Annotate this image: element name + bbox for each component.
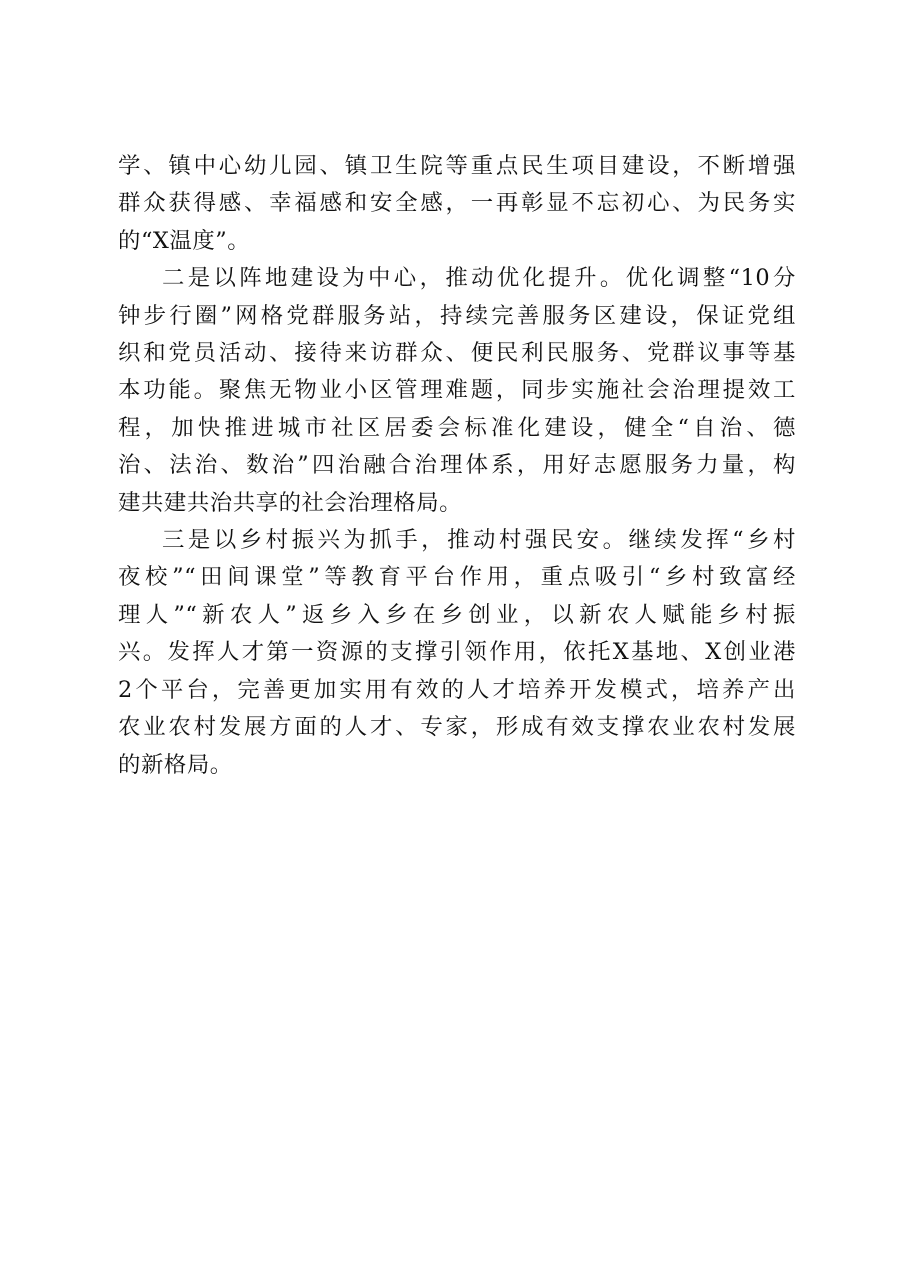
text-line: 夜校”“田间课堂”等教育平台作用，重点吸引“乡村致富经 [118, 564, 796, 591]
text-line: 学、镇中心幼儿园、镇卫生院等重点民生项目建设，不断增强 [118, 153, 796, 179]
text-line: 理人”“新农人”返乡入乡在乡创业，以新农人赋能乡村振 [118, 601, 796, 628]
text-line: 程，加快推进城市社区居委会标准化建设，健全“自治、德 [118, 414, 796, 441]
text-line: 治、法治、数治”四治融合治理体系，用好志愿服务力量，构 [118, 452, 796, 479]
text-line: 群众获得感、幸福感和安全感，一再彰显不忘初心、为民务实 [118, 190, 796, 217]
paragraph-continuation [118, 148, 796, 260]
text-line: 织和党员活动、接待来访群众、便民利民服务、党群议事等基 [118, 340, 796, 367]
paragraph-point-three [118, 522, 796, 784]
text-line: 本功能。聚焦无物业小区管理难题，同步实施社会治理提效工 [118, 377, 796, 404]
text-line: 三是以乡村振兴为抓手，推动村强民安。继续发挥“乡村 [162, 527, 796, 554]
text-line: 农业农村发展方面的人才、专家，形成有效支撑农业农村发展 [118, 714, 796, 741]
text-line: 的“X温度”。 [118, 227, 251, 254]
paragraph-point-two [118, 260, 796, 522]
text-line: 二是以阵地建设为中心，推动优化提升。优化调整“10分 [162, 265, 796, 292]
text-line: 的新格局。 [118, 751, 233, 778]
text-line: 建共建共治共享的社会治理格局。 [118, 489, 463, 516]
text-line: 兴。发挥人才第一资源的支撑引领作用，依托X基地、X创业港 [118, 639, 796, 666]
text-line: 钟步行圈”网格党群服务站，持续完善服务区建设，保证党组 [118, 302, 796, 329]
text-line: 2个平台，完善更加实用有效的人才培养开发模式，培养产出 [118, 676, 796, 703]
document-body [118, 148, 796, 784]
